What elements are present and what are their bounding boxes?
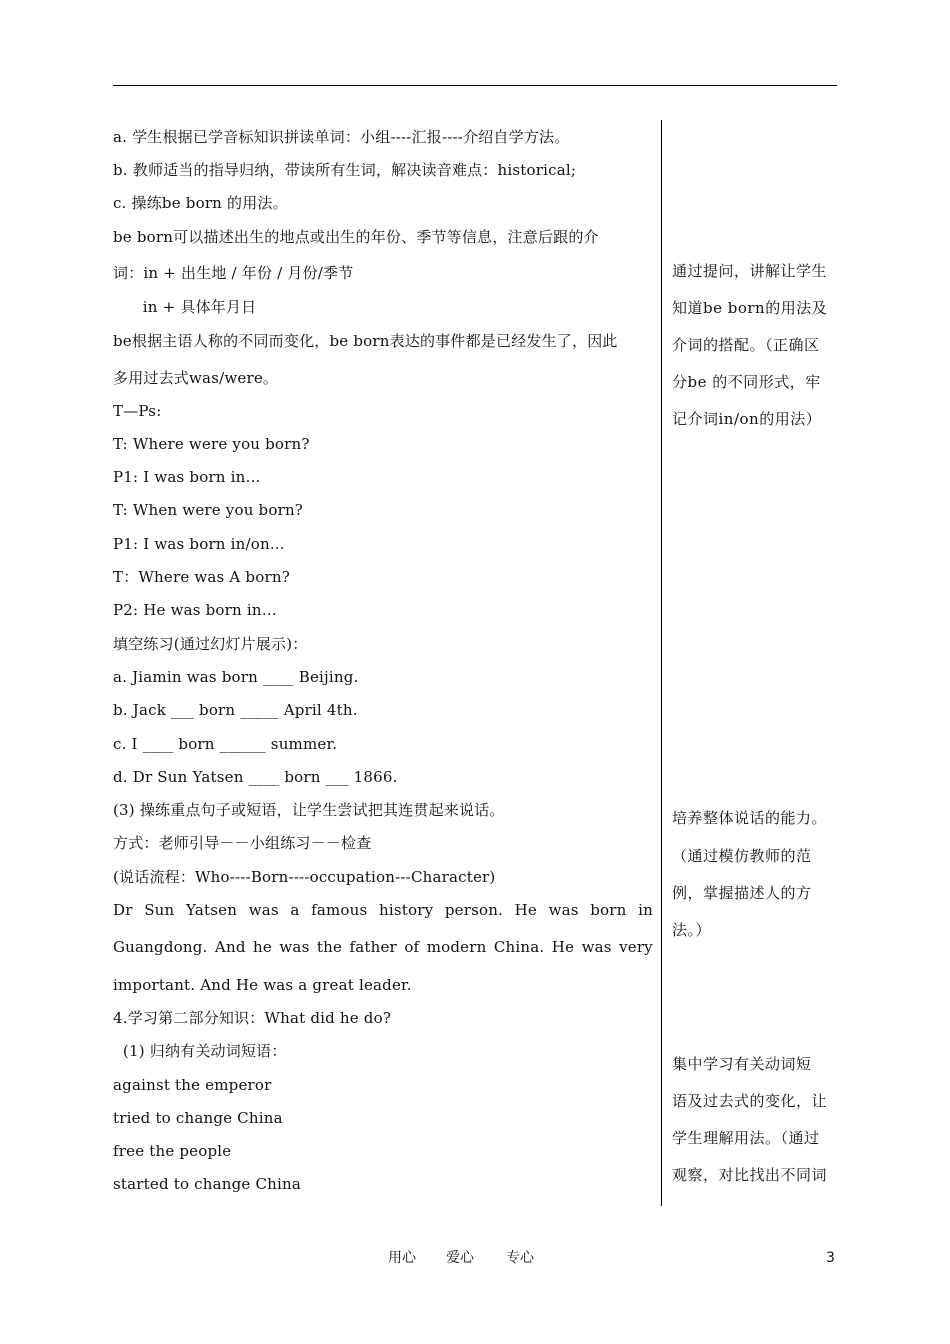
word: of xyxy=(404,938,420,956)
text-line: started to change China xyxy=(113,1175,301,1193)
text-line: in + 具体年月日 xyxy=(113,298,257,316)
word: modern xyxy=(426,938,487,956)
side-note-line: 分be 的不同形式，牢 xyxy=(672,373,821,391)
word: China. xyxy=(493,938,545,956)
word: was xyxy=(279,938,310,956)
text-line: T: Where were you born? xyxy=(113,435,310,453)
text-line: 词：in + 出生地 / 年份 / 月份/季节 xyxy=(113,264,354,282)
header-rule xyxy=(113,85,837,86)
word: in xyxy=(638,901,653,919)
word: history xyxy=(379,901,434,919)
word: And xyxy=(214,938,246,956)
text-line: d. Dr Sun Yatsen ____ born ___ 1866. xyxy=(113,768,398,786)
text-line: a. Jiamin was born ____ Beijing. xyxy=(113,668,359,686)
word: born xyxy=(590,901,627,919)
side-note-line: 知道be born的用法及 xyxy=(672,299,828,317)
text-line: important. And He was a great leader. xyxy=(113,976,412,994)
word: the xyxy=(316,938,343,956)
text-line: 4.学习第二部分知识：What did he do? xyxy=(113,1009,392,1027)
word: famous xyxy=(311,901,368,919)
word: a xyxy=(290,901,300,919)
text-line: free the people xyxy=(113,1142,232,1160)
word: Yatsen xyxy=(185,901,238,919)
word: He xyxy=(514,901,537,919)
word: He xyxy=(551,938,575,956)
word: was xyxy=(548,901,579,919)
word: father xyxy=(349,938,397,956)
side-note-line: 例，掌握描述人的方 xyxy=(672,884,812,902)
text-line: be born可以描述出生的地点或出生的年份、季节等信息，注意后跟的介 xyxy=(113,228,599,246)
word: he xyxy=(253,938,272,956)
text-line: (3) 操练重点句子或短语，让学生尝试把其连贯起来说话。 xyxy=(113,801,505,819)
side-note-line: 语及过去式的变化，让 xyxy=(672,1092,828,1110)
side-note-line: 培养整体说话的能力。 xyxy=(672,809,828,827)
side-note-line: 观察，对比找出不同词 xyxy=(672,1166,828,1184)
side-note-line: 通过提问，讲解让学生 xyxy=(672,262,828,280)
text-line-justified xyxy=(113,900,653,920)
text-line: (1) 归纳有关动词短语： xyxy=(113,1042,287,1060)
text-line: c. I ____ born ______ summer. xyxy=(113,735,338,753)
text-line: 多用过去式was/were。 xyxy=(113,369,279,387)
text-line: tried to change China xyxy=(113,1109,283,1127)
footer-slogan-2: 爱心 xyxy=(446,1250,474,1266)
text-line: 填空练习(通过幻灯片展示)： xyxy=(113,635,308,653)
column-divider xyxy=(661,120,662,1206)
text-line: T：Where was A born? xyxy=(113,568,290,586)
word: Sun xyxy=(144,901,175,919)
side-note-line: 介词的搭配。（正确区 xyxy=(672,336,820,354)
word: very xyxy=(619,938,653,956)
word: was xyxy=(248,901,279,919)
word: Guangdong. xyxy=(113,938,208,956)
text-line: P2: He was born in… xyxy=(113,601,277,619)
text-line: P1: I was born in/on... xyxy=(113,535,285,553)
word: was xyxy=(581,938,612,956)
page-number: 3 xyxy=(826,1250,835,1266)
word: person. xyxy=(444,901,504,919)
side-note-line: 记介词in/on的用法） xyxy=(672,410,822,428)
text-line: b. 教师适当的指导归纳，带读所有生词，解决读音难点：historical; xyxy=(113,161,577,179)
footer-slogan-1: 用心 xyxy=(388,1250,416,1266)
text-line: (说话流程：Who----Born----occupation---Character) xyxy=(113,868,496,886)
side-note-line: 法。） xyxy=(672,921,712,939)
text-line-justified xyxy=(113,937,653,957)
side-note-line: 集中学习有关动词短 xyxy=(672,1055,812,1073)
side-note-line: （通过模仿教师的范 xyxy=(672,847,812,865)
text-line: b. Jack ___ born _____ April 4th. xyxy=(113,701,358,719)
text-line: c. 操练be born 的用法。 xyxy=(113,194,288,212)
text-line: a. 学生根据已学音标知识拼读单词：小组----汇报----介绍自学方法。 xyxy=(113,128,570,146)
text-line: P1: I was born in… xyxy=(113,468,261,486)
side-note-line: 学生理解用法。（通过 xyxy=(672,1129,820,1147)
text-line: T—Ps: xyxy=(113,402,162,420)
text-line: 方式：老师引导－－小组练习－－检查 xyxy=(113,834,372,852)
text-line: be根据主语人称的不同而变化，be born表达的事件都是已经发生了，因此 xyxy=(113,332,618,350)
text-line: T: When were you born? xyxy=(113,501,304,519)
footer-slogan-3: 专心 xyxy=(506,1250,534,1266)
text-line: against the emperor xyxy=(113,1076,272,1094)
word: Dr xyxy=(113,901,133,919)
